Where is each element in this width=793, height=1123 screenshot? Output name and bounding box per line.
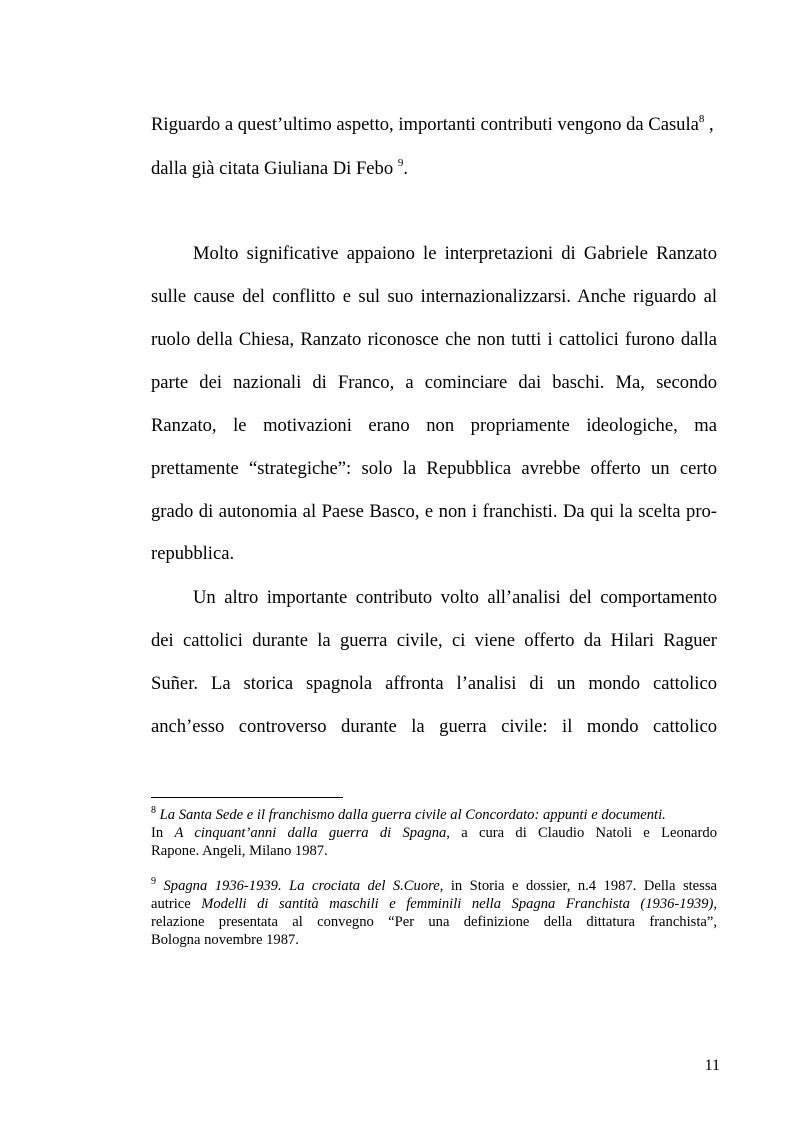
- text-line: parte dei nazionali di Franco, a cominciare dai baschi. Ma, secondo: [151, 372, 717, 393]
- text-line: repubblica.: [151, 543, 235, 564]
- text-line: Un altro importante contributo volto all’analisi del comportamento: [193, 587, 717, 608]
- text-line: ruolo della Chiesa, Ranzato riconosce che non tutti i cattolici furono dalla: [151, 329, 717, 350]
- text-line: grado di autonomia al Paese Basco, e non i franchisti. Da qui la scelta pro-: [151, 501, 717, 522]
- footnote-book-title: A cinquant’anni dalla guerra di Spagna: [174, 825, 447, 841]
- footnote-ref-9[interactable]: 9: [397, 157, 404, 169]
- footnote-title: Spagna 1936-1939. La crociata del S.Cuore: [163, 878, 440, 894]
- footnote-line: [151, 806, 717, 824]
- footnote-line: relazione presentata al convegno “Per una definizione della dittatura franchista”,: [151, 914, 717, 930]
- footnote-line: [151, 895, 717, 913]
- text-run: autrice: [151, 896, 202, 912]
- text-run: dalla già citata Giuliana Di Febo: [151, 158, 398, 179]
- text-line: Ranzato, le motivazioni erano non propriamente ideologiche, ma: [151, 415, 717, 436]
- footnote-marker: 8: [151, 805, 156, 816]
- text-line: Suñer. La storica spagnola affronta l’analisi di un mondo cattolico: [151, 673, 717, 694]
- text-line: dei cattolici durante la guerra civile, ci viene offerto da Hilari Raguer: [151, 630, 717, 651]
- text-line: prettamente “strategiche”: solo la Repubblica avrebbe offerto un certo: [151, 458, 717, 479]
- text-run: ,: [704, 114, 714, 135]
- text-line: [151, 157, 717, 181]
- text-line: [151, 113, 717, 137]
- text-run: , in Storia e dossier, n.4 1987. Della stessa: [439, 878, 717, 894]
- text-line: anch’esso controverso durante la guerra civile: il mondo cattolico: [151, 716, 717, 737]
- footnote-marker: 9: [151, 876, 156, 887]
- footnote-line: [151, 824, 717, 842]
- text-run: In: [151, 825, 175, 841]
- text-run: Riguardo a quest’ultimo aspetto, importanti contributi vengono da Casula: [151, 114, 699, 135]
- footnote-line: Rapone. Angeli, Milano 1987.: [151, 843, 328, 859]
- text-run: , a cura di Claudio Natoli e Leonardo: [446, 825, 717, 841]
- footnote-line: [151, 877, 717, 895]
- page-number: 11: [704, 1057, 720, 1074]
- text-run: ,: [713, 896, 717, 912]
- footnote-ref-8[interactable]: 8: [698, 113, 705, 125]
- text-line: sulle cause del conflitto e sul suo internazionalizzarsi. Anche riguardo al: [151, 286, 717, 307]
- text-line: Molto significative appaiono le interpretazioni di Gabriele Ranzato: [193, 243, 717, 264]
- footnote-line: Bologna novembre 1987.: [151, 932, 299, 948]
- footnote-separator: [151, 797, 343, 798]
- footnote-work-title: Modelli di santità maschili e femminili nella Spagna Franchista (1936-1939): [201, 896, 714, 912]
- text-run: .: [403, 158, 408, 179]
- footnote-title: La Santa Sede e il franchismo dalla guerra civile al Concordato: appunti e documenti.: [159, 807, 666, 823]
